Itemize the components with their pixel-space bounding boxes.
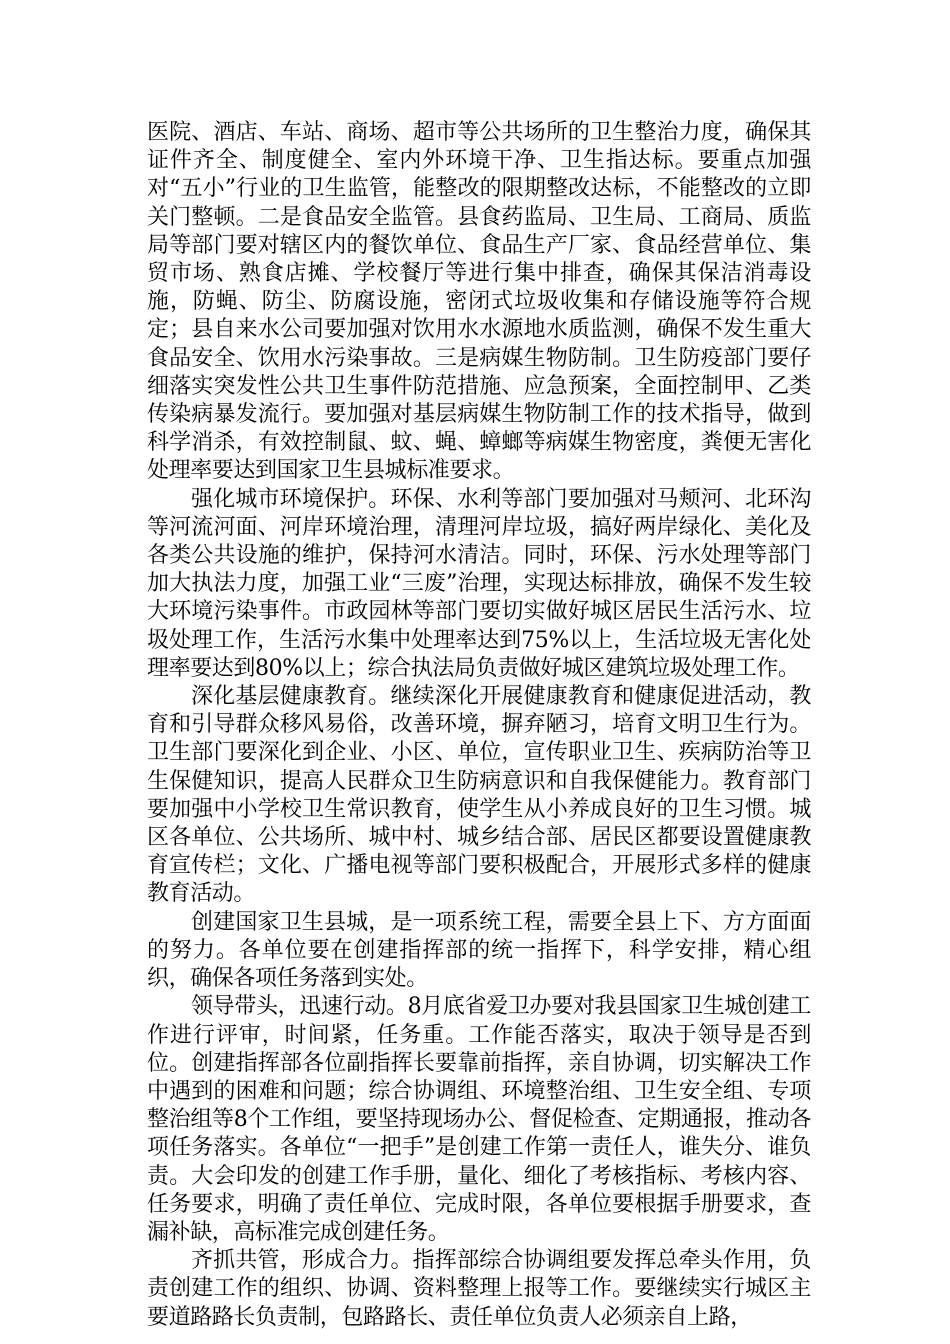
paragraph-leadership: 领导带头，迅速行动。8月底省爱卫办要对我县国家卫生城创建工作进行评审，时间紧，任务重。工作能否落实，取决于领导是否到位。创建指挥部各位副指挥长要靠前指挥，亲自协调，切实解决工作中遇到的困难和问题；综合协调组、环境整治组、卫生安全组、专项整治组等8个工作组，要坚持现场办公、督促检查、定期通报，推动各项任务落实。各单位“一把手”是创建工作第一责任人，谁失分、谁负责。大会印发的创建工作手册，量化、细化了考核指标、考核内容、任务要求，明确了责任单位、完成时限，各单位要根据手册要求，查漏补缺，高标准完成创建任务。 [147,994,811,1245]
paragraph-joint-management: 齐抓共管，形成合力。指挥部综合协调组要发挥总牵头作用，负责创建工作的组织、协调、资料整理上报等工作。要继续实行城区主要道路路长负责制，包路路长、责任单位负责人必须亲自上路， [147,1248,811,1330]
document-body [147,119,811,1332]
paragraph-health-education: 深化基层健康教育。继续深化开展健康教育和健康促进活动，教育和引导群众移风易俗，改善环境，摒弃陋习，培育文明卫生行为。卫生部门要深化到企业、小区、单位，宣传职业卫生、疾病防治等卫生保健知识，提高人民群众卫生防病意识和自我保健能力。教育部门要加强中小学校卫生常识教育，使学生从小养成良好的卫生习惯。城区各单位、公共场所、城中村、城乡结合部、居民区都要设置健康教育宣传栏；文化、广播电视等部门要积极配合，开展形式多样的健康教育活动。 [147,684,811,907]
paragraph-environment-protection: 强化城市环境保护。环保、水利等部门要加强对马颊河、北环沟等河流河面、河岸环境治理，清理河岸垃圾，搞好两岸绿化、美化及各类公共设施的维护，保持河水清洁。同时，环保、污水处理等部门加大执法力度，加强工业“三废”治理，实现达标排放，确保不发生较大环境污染事件。市政园林等部门要切实做好城区居民生活污水、垃圾处理工作，生活污水集中处理率达到75%以上，生活垃圾无害化处理率要达到80%以上；综合执法局负责做好城区建筑垃圾处理工作。 [147,486,811,681]
paragraph-hygiene-supervision: 医院、酒店、车站、商场、超市等公共场所的卫生整治力度，确保其证件齐全、制度健全、室内外环境干净、卫生指达标。要重点加强对“五小”行业的卫生监管，能整改的限期整改达标，不能整改的立即关门整顿。二是食品安全监管。县食药监局、卫生局、工商局、质监局等部门要对辖区内的餐饮单位、食品生产厂家、食品经营单位、集贸市场、熟食店摊、学校餐厅等进行集中排查，确保其保洁消毒设施，防蝇、防尘、防腐设施，密闭式垃圾收集和存储设施等符合规定；县自来水公司要加强对饮用水水源地水质监测，确保不发生重大食品安全、饮用水污染事故。三是病媒生物防制。卫生防疫部门要仔细落实突发性公共卫生事件防范措施、应急预案，全面控制甲、乙类传染病暴发流行。要加强对基层病媒生物防制工作的技术指导，做到科学消杀，有效控制鼠、蚊、蝇、蟑螂等病媒生物密度，粪便无害化处理率要达到国家卫生县城标准要求。 [147,120,811,484]
paragraph-system-project: 创建国家卫生县城，是一项系统工程，需要全县上下、方方面面的努力。各单位要在创建指挥部的统一指挥下，科学安排，精心组织，确保各项任务落到实处。 [147,909,811,992]
